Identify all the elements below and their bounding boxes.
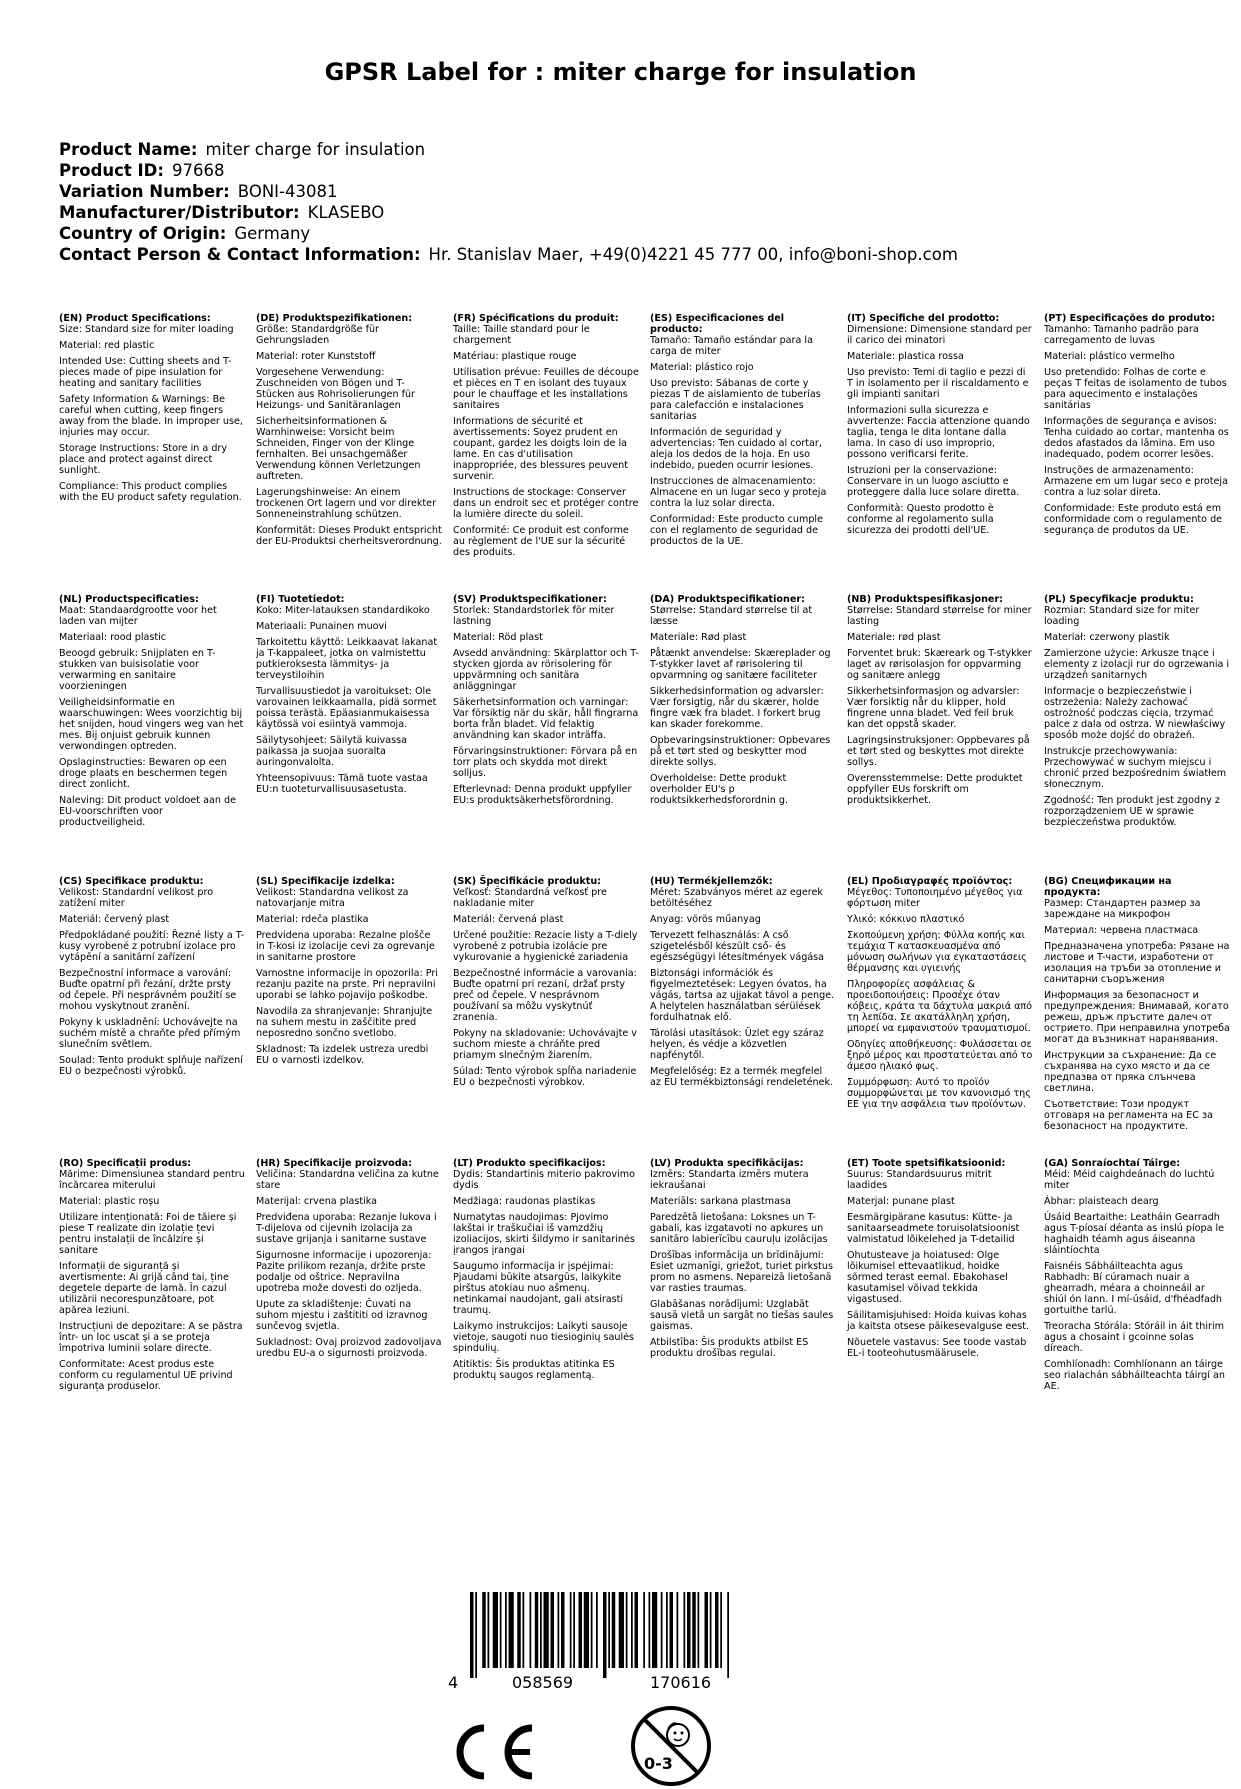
language-header: (NB) Produktspesifikasjoner:: [847, 594, 1004, 605]
language-block: [453, 1158, 639, 1386]
barcode-bar: [715, 1592, 719, 1668]
barcode-bar: [500, 1592, 502, 1668]
info-value: Hr. Stanislav Maer, +49(0)4221 45 777 00, info@boni-shop.com: [428, 245, 958, 264]
language-row: [59, 313, 1239, 593]
spec-line: Material: plastic roșu: [59, 1196, 160, 1207]
barcode-bar: [493, 1592, 498, 1668]
spec-line: Sigurnosne informacije i upozorenja: Pazite prilikom rezanja, držite prste podalje od oštrice. Nepravilna upotreba može dovesti do ozljeda.: [256, 1250, 432, 1294]
info-value: Germany: [234, 224, 311, 243]
barcode-bar: [488, 1592, 490, 1668]
spec-line: Υλικό: κόκκινο πλαστικό: [847, 914, 965, 925]
spec-line: Säilitamisjuhised: Hoida kuivas kohas ja kaitsta otsese päikesevalguse eest.: [847, 1310, 1030, 1332]
spec-line: Инструкции за съхранение: Да се съхранява на сухо място и да се предпазва от пряка слънчева светлина.: [1044, 1050, 1217, 1094]
spec-line: Informații de siguranță și avertismente: Ai grijă când tai, ține degetele departe de lamă. În cazul utilizării necorespunzătoare, pot apărea leziuni.: [59, 1261, 229, 1316]
barcode-bar: [687, 1592, 691, 1668]
barcode-bar: [649, 1592, 651, 1668]
spec-line: Upute za skladištenje: Čuvati na suhom mjestu i zaštititi od izravnog sunčevog svjetla.: [256, 1299, 428, 1332]
language-block: [1044, 876, 1230, 1137]
spec-line: Предназначена употреба: Рязане на листове и T-части, изработени от изолация на тръби за отопление и санитарни съоръжения: [1044, 941, 1230, 985]
spec-line: Dydis: Standartinis miterio pakrovimo dydis: [453, 1169, 635, 1191]
spec-line: Drošības informācija un brīdinājumi: Esiet uzmanīgi, griežot, turiet pirkstus prom no asmens. Nepareizā lietošanā var rasties traumas.: [650, 1250, 834, 1294]
spec-line: Conformità: Questo prodotto è conforme al regolamento sulla sicurezza dei prodotti dell'UE.: [847, 503, 994, 536]
spec-line: Instrucciones de almacenamiento: Almacene en un lugar seco y proteja contra la luz solar directa.: [650, 476, 827, 509]
spec-line: Súlad: Tento výrobok spĺňa nariadenie EU o bezpečnosti výrobkov.: [453, 1066, 637, 1088]
info-value: 97668: [171, 161, 225, 180]
info-value: miter charge for insulation: [205, 140, 426, 159]
info-value: BONI-43081: [237, 182, 338, 201]
info-label: Product ID:: [59, 161, 164, 180]
barcode-bar: [544, 1592, 549, 1668]
spec-line: Vorgesehene Verwendung: Zuschneiden von Bögen und T-Stücken aus Rohrisolierungen für Heizungs- und Sanitäranlagen: [256, 367, 415, 411]
language-block: [59, 594, 245, 833]
barcode-bar: [596, 1592, 598, 1668]
barcode-bar: [540, 1592, 542, 1668]
barcode-bar: [523, 1592, 525, 1668]
spec-line: Veiligheidsinformatie en waarschuwingen: Wees voorzichtig bij het snijden, houd vingers weg van het mes. Bij onjuist gebruik kunnen verwondingen optreden.: [59, 697, 244, 752]
spec-line: Zamierzone użycie: Arkusze tnące i elementy z izolacji rur do ogrzewania i urządzeń sanitarnych: [1044, 648, 1230, 681]
language-header: (EN) Product Specifications:: [59, 313, 211, 324]
product-id-row: [59, 160, 1199, 181]
spec-line: Sikkerhedsinformation og advarsler: Vær forsigtig, når du skærer, holde fingre væk fra bladet. I forkert brug kan skader forekomme.: [650, 686, 824, 730]
spec-line: Tamaño: Tamaño estándar para la carga de miter: [650, 335, 813, 357]
barcode-bar: [558, 1592, 560, 1668]
manufacturer-row: [59, 202, 1199, 223]
spec-line: Numatytas naudojimas: Pjovimo lakštai ir traškučiai iš vamzdžių izoliacijos, skirti šildymo ir sanitarinės įrangos įrangai: [453, 1212, 635, 1256]
language-block: [59, 1158, 245, 1397]
spec-line: Paredzētā lietošana: Loksnes un T-gabali, kas izgatavoti no apkures un sanitāro labierīcību cauruļu izolācijas: [650, 1212, 828, 1245]
spec-line: Maat: Standaardgrootte voor het laden van mijter: [59, 605, 217, 627]
variation-number-row: [59, 181, 1199, 202]
spec-line: Materiał: czerwony plastik: [1044, 632, 1170, 643]
spec-line: Sukladnost: Ovaj proizvod zadovoljava uredbu EU-a o sigurnosti proizvoda.: [256, 1337, 442, 1359]
ce-mark-icon: [454, 1722, 540, 1782]
spec-line: Materiale: Rød plast: [650, 632, 747, 643]
spec-line: Matériau: plastique rouge: [453, 351, 577, 362]
spec-line: Συμμόρφωση: Αυτό το προϊόν συμμορφώνεται με τον κανονισμό της ΕΕ για την ασφάλεια των προϊόντων.: [847, 1077, 1031, 1110]
spec-line: Uso previsto: Sábanas de corte y piezas T de aislamiento de tuberías para calefacción e instalaciones sanitarias: [650, 378, 821, 422]
barcode-bar: [584, 1592, 589, 1668]
language-block: [650, 313, 836, 552]
barcode-bar: [692, 1592, 696, 1668]
spec-line: Uso previsto: Temi di taglio e pezzi di T in isolamento per il riscaldamento e gli impianti sanitari: [847, 367, 1029, 400]
spec-line: Veľkosť: Štandardná veľkosť pre nakladanie miter: [453, 887, 607, 909]
spec-line: Tervezett felhasználás: A cső szigetelésből készült cső- és egészségügyi létesítmények vágása: [650, 930, 825, 963]
spec-line: Materjal: punane plast: [847, 1196, 955, 1207]
spec-line: Materiaali: Punainen muovi: [256, 621, 387, 632]
product-name-row: [59, 139, 1199, 160]
barcode-bar: [509, 1592, 514, 1668]
barcode-bar: [570, 1592, 572, 1668]
spec-line: Naleving: Dit product voldoet aan de EU-voorschriften voor productveiligheid.: [59, 795, 236, 828]
language-block: [453, 876, 639, 1093]
barcode-bar: [720, 1592, 722, 1668]
spec-line: Instrukcje przechowywania: Przechowywać w suchym miejscu i chronić przed bezpośrednim światłem słonecznym.: [1044, 746, 1227, 790]
spec-line: Material: plástico vermelho: [1044, 351, 1175, 362]
spec-line: Koko: Miter-latauksen standardikoko: [256, 605, 430, 616]
language-block: [1044, 313, 1230, 541]
spec-line: Instrucțiuni de depozitare: A se păstra într- un loc uscat și a se proteja împotriva luminii solare directe.: [59, 1321, 243, 1354]
info-label: Manufacturer/Distributor:: [59, 203, 300, 222]
spec-line: Информация за безопасност и предупреждения: Внимавай, когато режеш, дръж пръстите далеч от острието. При неправилна употреба могат да възникнат наранявания.: [1044, 990, 1230, 1045]
spec-line: Bezpečnostné informácie a varovania: Buďte opatrní pri rezaní, držať prsty preč od čepele. V nesprávnom používaní sa môžu vyskytnúť zranenia.: [453, 968, 637, 1023]
spec-line: Conformitate: Acest produs este conform cu regulamentul UE privind siguranța produselor.: [59, 1359, 233, 1392]
spec-line: Anyag: vörös műanyag: [650, 914, 761, 925]
spec-line: Overholdelse: Dette produkt overholder EU's p roduktsikkerhedsforordnin g.: [650, 773, 789, 806]
barcode-bar: [573, 1592, 575, 1668]
language-block: [1044, 594, 1230, 833]
spec-line: Rozmiar: Standard size for miter loading: [1044, 605, 1200, 627]
spec-line: Megfelelőség: Ez a termék megfelel az EU termékbiztonsági rendeletének.: [650, 1066, 834, 1088]
barcode-bar: [470, 1592, 474, 1678]
language-block: [59, 313, 245, 508]
barcode-bar: [626, 1592, 628, 1668]
barcode-digit-group: 4: [448, 1673, 459, 1692]
spec-line: Méid: Méid caighdeánach do luchtú miter: [1044, 1169, 1215, 1191]
barcode-bar: [561, 1592, 565, 1668]
language-header: (NL) Productspecificaties:: [59, 594, 199, 605]
barcode-bar: [666, 1592, 668, 1668]
spec-line: Conformidad: Este producto cumple con el reglamento de seguridad de productos de la UE.: [650, 514, 823, 547]
spec-line: Medžiaga: raudonas plastikas: [453, 1196, 596, 1207]
spec-line: Biztonsági információk és figyelmeztetések: Legyen óvatos, ha vágás, tartsa az ujjakat távol a penge. A helytelen használatban sérülések fordulhatnak elő.: [650, 968, 835, 1023]
language-header: (HU) Termékjellemzők:: [650, 876, 773, 887]
spec-line: Πληροφορίες ασφάλειας & προειδοποιήσεις: Προσέχε όταν κόβεις, κράτα τα δάχτυλα μακριά από τη λεπίδα. Σε ακατάλληλη χρήση, μπορεί να εμφανιστούν τραυματισμοί.: [847, 979, 1033, 1034]
spec-line: Материал: червена пластмаса: [1044, 925, 1199, 936]
barcode-bar: [652, 1592, 657, 1668]
spec-line: Opbevaringsinstruktioner: Opbevares på et tørt sted og beskytter mod direkte sollys.: [650, 735, 831, 768]
spec-line: Tárolási utasítások: Üzlet egy száraz helyen, és védje a közvetlen napfénytől.: [650, 1028, 824, 1061]
spec-line: Navodila za shranjevanje: Shranjujte na suhem mestu in zaščitite pred neposredno sončno svetlobo.: [256, 1006, 433, 1039]
barcode-bar: [710, 1592, 712, 1668]
spec-line: Atbilstība: Šis produkts atbilst ES produktu drošības regulai.: [650, 1337, 809, 1359]
info-label: Country of Origin:: [59, 224, 227, 243]
age-warning-label: 0-3: [644, 1754, 673, 1773]
spec-line: Efterlevnad: Denna produkt uppfyller EU:s produktsäkerhetsförordning.: [453, 784, 632, 806]
spec-line: Instruções de armazenamento: Armazene em um lugar seco e proteja contra a luz solar direta.: [1044, 465, 1228, 498]
spec-line: Taille: Taille standard pour le chargement: [453, 324, 590, 346]
info-label: Product Name:: [59, 140, 198, 159]
spec-line: Informacje o bezpieczeństwie i ostrzeżenia: Należy zachować ostrożność podczas cięcia, trzymać palce z dala od ostrza. W niewłaściwy sposób może dojść do obrażeń.: [1044, 686, 1226, 741]
barcode-bar: [661, 1592, 663, 1668]
spec-line: Informations de sécurité et avertissements: Soyez prudent en coupant, gardez les doigts loin de la lame. En cas d'utilisation inappropriée, des blessures peuvent survenir.: [453, 416, 628, 482]
spec-line: Opslaginstructies: Bewaren op een droge plaats en beschermen tegen direct zonlicht.: [59, 757, 228, 790]
spec-line: Material: rdeča plastika: [256, 914, 369, 925]
info-label: Variation Number:: [59, 182, 230, 201]
spec-line: Informazioni sulla sicurezza e avvertenze: Faccia attenzione quando taglia, tenga le dita lontane dalla lama. In caso di uso improprio, possono verificarsi ferite.: [847, 405, 1030, 460]
spec-line: Størrelse: Standard størrelse til at læsse: [650, 605, 813, 627]
spec-line: Úsáid Beartaithe: Leatháin Gearradh agus T-píosaí déanta as inslú píopa le haghaidh téamh agus áiseanna sláintíochta: [1044, 1212, 1225, 1256]
spec-line: Yhteensopivuus: Tämä tuote vastaa EU:n tuoteturvallisuusasetusta.: [256, 773, 428, 795]
spec-line: Materiál: červená plast: [453, 914, 564, 925]
barcode-bar: [727, 1592, 729, 1678]
spec-line: Storlek: Standardstorlek för miter lastning: [453, 605, 615, 627]
spec-line: Förvaringsinstruktioner: Förvara på en torr plats och skydda mot direkt solljus.: [453, 746, 638, 779]
spec-line: Overensstemmelse: Dette produktet oppfyller EUs forskrift om produktsikkerhet.: [847, 773, 1023, 806]
barcode-bar: [631, 1592, 633, 1668]
spec-line: Intended Use: Cutting sheets and T-pieces made of pipe insulation for heating and sanitary facilities: [59, 356, 232, 389]
spec-line: Sicherheitsinformationen & Warnhinweise: Vorsicht beim Schneiden, Finger von der Klinge fernhalten. Bei unsachgemäßer Verwendung können Verletzungen auftreten.: [256, 416, 421, 482]
spec-line: Zgodność: Ten produkt jest zgodny z rozporządzeniem UE w sprawie bezpieczeństwa produktów.: [1044, 795, 1220, 828]
spec-line: Laikymo instrukcijos: Laikyti sausoje vietoje, saugoti nuo tiesioginių saulės spindulių.: [453, 1321, 635, 1354]
spec-line: Konformität: Dieses Produkt entspricht der EU-Produktsi cherheitsverordnung.: [256, 525, 442, 547]
barcode-digit-group: 058569: [512, 1673, 574, 1692]
country-row: [59, 223, 1199, 244]
barcode-bar: [677, 1592, 679, 1668]
spec-line: Säilytysohjeet: Säilytä kuivassa paikassa ja suojaa suoralta auringonvalolta.: [256, 735, 407, 768]
spec-line: Izmērs: Standarta izmērs mutera iekraušanai: [650, 1169, 809, 1191]
spec-line: Méret: Szabványos méret az egerek betöltéséhez: [650, 887, 823, 909]
spec-line: Compliance: This product complies with the EU product safety regulation.: [59, 481, 242, 503]
language-header: (FI) Tuotetiedot:: [256, 594, 345, 605]
spec-line: Storage Instructions: Store in a dry place and protect against direct sunlight.: [59, 443, 228, 476]
spec-line: Size: Standard size for miter loading: [59, 324, 234, 335]
spec-line: Tarkoitettu käyttö: Leikkaavat lakanat ja T-kappaleet, jotka on valmistettu putkieroksesta lämmitys- ja terveystiloihin: [256, 637, 438, 681]
spec-line: Material: plástico rojo: [650, 362, 754, 373]
barcode-bar: [608, 1592, 610, 1668]
spec-line: Utilisation prévue: Feuilles de découpe et pièces en T en isolant des tuyaux pour le chauffage et les installations sanitaires: [453, 367, 639, 411]
language-row: [59, 1158, 1239, 1438]
spec-line: Predvidena uporaba: Rezalne plošče in T-kosi iz izolacije cevi za ogrevanje in sanitarne prostore: [256, 930, 435, 963]
spec-line: Material: roter Kunststoff: [256, 351, 376, 362]
barcode-digit-group: 170616: [650, 1673, 712, 1692]
language-block: [650, 1158, 836, 1364]
spec-line: Ábhar: plaisteach dearg: [1044, 1196, 1159, 1207]
barcode-bar: [482, 1592, 486, 1668]
language-row: [59, 876, 1239, 1156]
language-header: (SL) Specifikacije izdelka:: [256, 876, 395, 887]
spec-line: Størrelse: Standard størrelse for miner lasting: [847, 605, 1032, 627]
spec-line: Nõuetele vastavus: See toode vastab EL-i tooteohutusmäärusele.: [847, 1337, 1027, 1359]
language-header: (ES) Especificaciones del producto:: [650, 313, 785, 335]
language-header: (CS) Specifikace produktu:: [59, 876, 204, 887]
spec-line: Μέγεθος: Τυποποιημένο μέγεθος για φόρτωση miter: [847, 887, 1023, 909]
spec-line: Instructions de stockage: Conserver dans un endroit sec et protéger contre la lumière directe du soleil.: [453, 487, 639, 520]
barcode-bar: [591, 1592, 593, 1668]
spec-line: Materiál: červený plast: [59, 914, 170, 925]
spec-line: Treoracha Stórála: Stóráil in áit thirim agus a chosaint i gcoinne solas díreach.: [1044, 1321, 1224, 1354]
spec-line: Dimensione: Dimensione standard per il carico dei minatori: [847, 324, 1032, 346]
spec-line: Forventet bruk: Skæreark og T-stykker laget av rørisolasjon for oppvarming og sanitære anlegg: [847, 648, 1032, 681]
info-value: KLASEBO: [307, 203, 385, 222]
age-warning-icon: [628, 1703, 714, 1789]
language-header: (HR) Specifikacije proizvoda:: [256, 1158, 412, 1169]
spec-line: Soulad: Tento produkt splňuje nařízení EU o bezpečnosti výrobků.: [59, 1055, 243, 1077]
language-header: (SK) Špecifikácie produktu:: [453, 876, 602, 887]
spec-line: Utilizare intenționată: Foi de tăiere și piese T realizate din izolație țevi pentru instalații de încălzire și sanitare: [59, 1212, 237, 1256]
language-row: [59, 594, 1239, 874]
spec-line: Safety Information & Warnings: Be careful when cutting, keep fingers away from the blade. In improper use, injuries may occur.: [59, 394, 243, 438]
spec-line: Faisnéis Sábháilteachta agus Rabhadh: Bí cúramach nuair a ghearradh, méara a choinneáil ar shiúl ón lann. I mí-úsáid, d'fhéadfadh gortuithe tarlú.: [1044, 1261, 1222, 1316]
spec-line: Veličina: Standardna veličina za kutne stare: [256, 1169, 439, 1191]
barcode: [444, 1588, 796, 1692]
spec-line: Pokyny k uskladnění: Uchovávejte na suchém místě a chraňte před přímým slunečním světlem.: [59, 1017, 241, 1050]
language-header: (LT) Produkto specifikacijos:: [453, 1158, 606, 1169]
barcode-bar: [670, 1592, 674, 1668]
spec-line: Größe: Standardgröße für Gehrungsladen: [256, 324, 379, 346]
spec-line: Οδηγίες αποθήκευσης: Φυλάσσεται σε ξηρό μέρος και προστατεύεται από το άμεσο ηλιακό φως.: [847, 1039, 1033, 1072]
barcode-bar: [505, 1592, 507, 1668]
spec-line: Velikost: Standardna velikost za natovarjanje mitra: [256, 887, 409, 909]
barcode-bar: [619, 1592, 624, 1668]
language-block: [453, 594, 639, 811]
spec-line: Materijal: crvena plastika: [256, 1196, 378, 1207]
spec-line: Saugumo informacija ir įspėjimai: Pjaudami būkite atsargūs, laikykite pirštus atokiau nuo ašmenų. netinkamai naudojant, gali atsirasti traumų.: [453, 1261, 624, 1316]
spec-line: Comhlíonadh: Comhlíonann an táirge seo rialachán sábháilteachta táirgí an AE.: [1044, 1359, 1225, 1392]
barcode-bar: [517, 1592, 521, 1668]
language-header: (SV) Produktspecifikationer:: [453, 594, 607, 605]
spec-line: Σκοπούμενη χρήση: Φύλλα κοπής και τεμάχια T κατασκευασμένα από μόνωση σωλήνων για εγκαταστάσεις θέρμανσης και υγιεινής: [847, 930, 1027, 974]
language-block: [650, 594, 836, 811]
spec-line: Glabāšanas norādījumi: Uzglabāt sausā vietā un sargāt no tiešas saules gaismas.: [650, 1299, 834, 1332]
page-title: GPSR Label for : miter charge for insulation: [324, 58, 917, 86]
spec-line: Materiale: rød plast: [847, 632, 941, 643]
barcode-bar: [551, 1592, 555, 1668]
language-header: (DE) Produktspezifikationen:: [256, 313, 413, 324]
spec-line: Mărime: Dimensiunea standard pentru încărcarea miterului: [59, 1169, 245, 1191]
spec-line: Suurus: Standardsuurus mitrit laadides: [847, 1169, 992, 1191]
barcode-bar: [635, 1592, 639, 1668]
spec-line: Beoogd gebruik: Snijplaten en T-stukken van buisisolatie voor verwarming en sanitaire voorzieningen: [59, 648, 216, 692]
language-block: [256, 594, 442, 800]
language-header: (ET) Toote spetsifikatsioonid:: [847, 1158, 1006, 1169]
language-header: (PL) Specyfikacje produktu:: [1044, 594, 1194, 605]
barcode-bar: [579, 1592, 583, 1668]
spec-line: Predviđena uporaba: Rezanje lukova i T-dijelova od cijevnih izolacija za sustave grijanja i sanitarne sustave: [256, 1212, 437, 1245]
spec-line: Skladnost: Ta izdelek ustreza uredbi EU o varnosti izdelkov.: [256, 1044, 429, 1066]
language-block: [650, 876, 836, 1093]
spec-line: Eesmärgipärane kasutus: Kütte- ja sanitaarseadmete toruisolatsioonist valmistatud lõikelehed ja T-detailid: [847, 1212, 1020, 1245]
language-block: [453, 313, 639, 563]
spec-line: Conformidade: Este produto está em conformidade com o regulamento de segurança de produtos da UE.: [1044, 503, 1223, 536]
spec-line: Tamanho: Tamanho padrão para carregamento de luvas: [1044, 324, 1199, 346]
spec-line: Pokyny na skladovanie: Uchovávajte v suchom mieste a chráňte pred priamym slnečným žiarením.: [453, 1028, 637, 1061]
spec-line: Съответствие: Този продукт отговаря на регламента на ЕС за безопасност на продуктите.: [1044, 1099, 1213, 1132]
language-header: (FR) Spécifications du produit:: [453, 313, 619, 324]
spec-line: Avsedd användning: Skärplattor och T-stycken gjorda av rörisolering för uppvärmning och sanitära anläggningar: [453, 648, 639, 692]
spec-line: Размер: Стандартен размер за зареждане на микрофон: [1044, 898, 1201, 920]
spec-line: Určené použitie: Rezacie listy a T-diely vyrobené z potrubia izolácie pre vykurovanie a hygienické zariadenia: [453, 930, 638, 963]
language-header: (IT) Specifiche del prodotto:: [847, 313, 1000, 324]
spec-line: Materiaal: rood plastic: [59, 632, 167, 643]
barcode-bar: [530, 1592, 532, 1668]
barcode-bar: [698, 1592, 700, 1668]
language-block: [847, 876, 1033, 1115]
contact-row: [59, 244, 1199, 265]
language-block: [256, 313, 442, 552]
language-header: (PT) Especificações do produto:: [1044, 313, 1216, 324]
spec-line: Lagringsinstruksjoner: Oppbevares på et tørt sted og beskyttes mot direkte sollys.: [847, 735, 1030, 768]
spec-line: Istruzioni per la conservazione: Conservare in un luogo asciutto e proteggere dalla luce solare diretta.: [847, 465, 1020, 498]
spec-line: Conformité: Ce produit est conforme au règlement de l'UE sur la sécurité des produits.: [453, 525, 629, 558]
language-block: [59, 876, 245, 1082]
spec-line: Säkerhetsinformation och varningar: Var försiktig när du skär, håll fingrarna borta från bladet. Vid felaktig användning kan skador inträffa.: [453, 697, 639, 741]
language-block: [256, 876, 442, 1071]
spec-line: Bezpečnostní informace a varování: Buďte opatrní při řezání, držte prsty od čepele. Při nesprávném použití se mohou vyskytnout zranění.: [59, 968, 237, 1012]
spec-line: Uso pretendido: Folhas de corte e peças T feitas de isolamento de tubos para aquecimento e instalações sanitárias: [1044, 367, 1227, 411]
spec-line: Materiāls: sarkana plastmasa: [650, 1196, 791, 1207]
spec-line: Material: Röd plast: [453, 632, 543, 643]
language-header: (RO) Specificații produs:: [59, 1158, 192, 1169]
language-block: [847, 594, 1033, 811]
spec-line: Velikost: Standardní velikost pro zatížení miter: [59, 887, 214, 909]
language-block: [256, 1158, 442, 1364]
spec-line: Påtænkt anvendelse: Skæreplader og T-stykker lavet af rørisolering til opvarmning og sanitære faciliteter: [650, 648, 831, 681]
spec-line: Material: red plastic: [59, 340, 155, 351]
spec-line: Información de seguridad y advertencias: Ten cuidado al cortar, aleja los dedos de la hoja. En uso indebido, pueden ocurrir lesiones.: [650, 427, 822, 471]
language-header: (LV) Produkta specifikācijas:: [650, 1158, 804, 1169]
barcode-bar: [612, 1592, 616, 1668]
language-header: (BG) Спецификации на продукта:: [1044, 876, 1172, 898]
spec-line: Ohutusteave ja hoiatused: Olge lõikumisel ettevaatlikud, hoidke sõrmed terast eemal. Ebakohasel kasutamisel võivad tekkida vigastused.: [847, 1250, 1008, 1305]
language-block: [847, 313, 1033, 541]
barcode-bar: [705, 1592, 709, 1668]
spec-line: Lagerungshinweise: An einem trockenen Ort lagern und vor direkter Sonneneinstrahlung schützen.: [256, 487, 437, 520]
barcode-bar: [535, 1592, 539, 1668]
product-info: [59, 139, 1199, 265]
language-block: [847, 1158, 1033, 1364]
language-header: (GA) Sonraíochtaí Táirge:: [1044, 1158, 1181, 1169]
spec-line: Atitiktis: Šis produktas atitinka ES produktų saugos reglamentą.: [453, 1359, 615, 1381]
language-header: (EL) Προδιαγραφές προϊόντος:: [847, 876, 1013, 887]
barcode-bar: [603, 1592, 607, 1678]
spec-line: Materiale: plastica rossa: [847, 351, 964, 362]
spec-line: Varnostne informacije in opozorila: Pri rezanju pazite na prste. Pri nepravilni uporabi se lahko pojavijo poškodbe.: [256, 968, 438, 1001]
spec-line: Informações de segurança e avisos: Tenha cuidado ao cortar, mantenha os dedos afastados da lâmina. Em uso inadequado, podem ocorrer lesões.: [1044, 416, 1229, 460]
barcode-bar: [643, 1592, 645, 1668]
spec-line: Turvallisuustiedot ja varoitukset: Ole varovainen leikkaamalla, pidä sormet poissa terästä. Epäasianmukaisessa käytössä voi esiintyä vammoja.: [256, 686, 437, 730]
spec-line: Sikkerhetsinformasjon og advarsler: Vær forsiktig når du klipper, hold fingrene unna bladet. Ved feil bruk kan det oppstå skader.: [847, 686, 1020, 730]
language-block: [1044, 1158, 1230, 1397]
barcode-bar: [684, 1592, 686, 1668]
info-label: Contact Person & Contact Information:: [59, 245, 421, 264]
language-header: (DA) Produktspecifikationer:: [650, 594, 805, 605]
spec-line: Předpokládané použití: Řezné listy a T-kusy vyrobené z potrubní izolace pro vytápění a sanitární zařízení: [59, 930, 245, 963]
barcode-bar: [475, 1592, 477, 1678]
